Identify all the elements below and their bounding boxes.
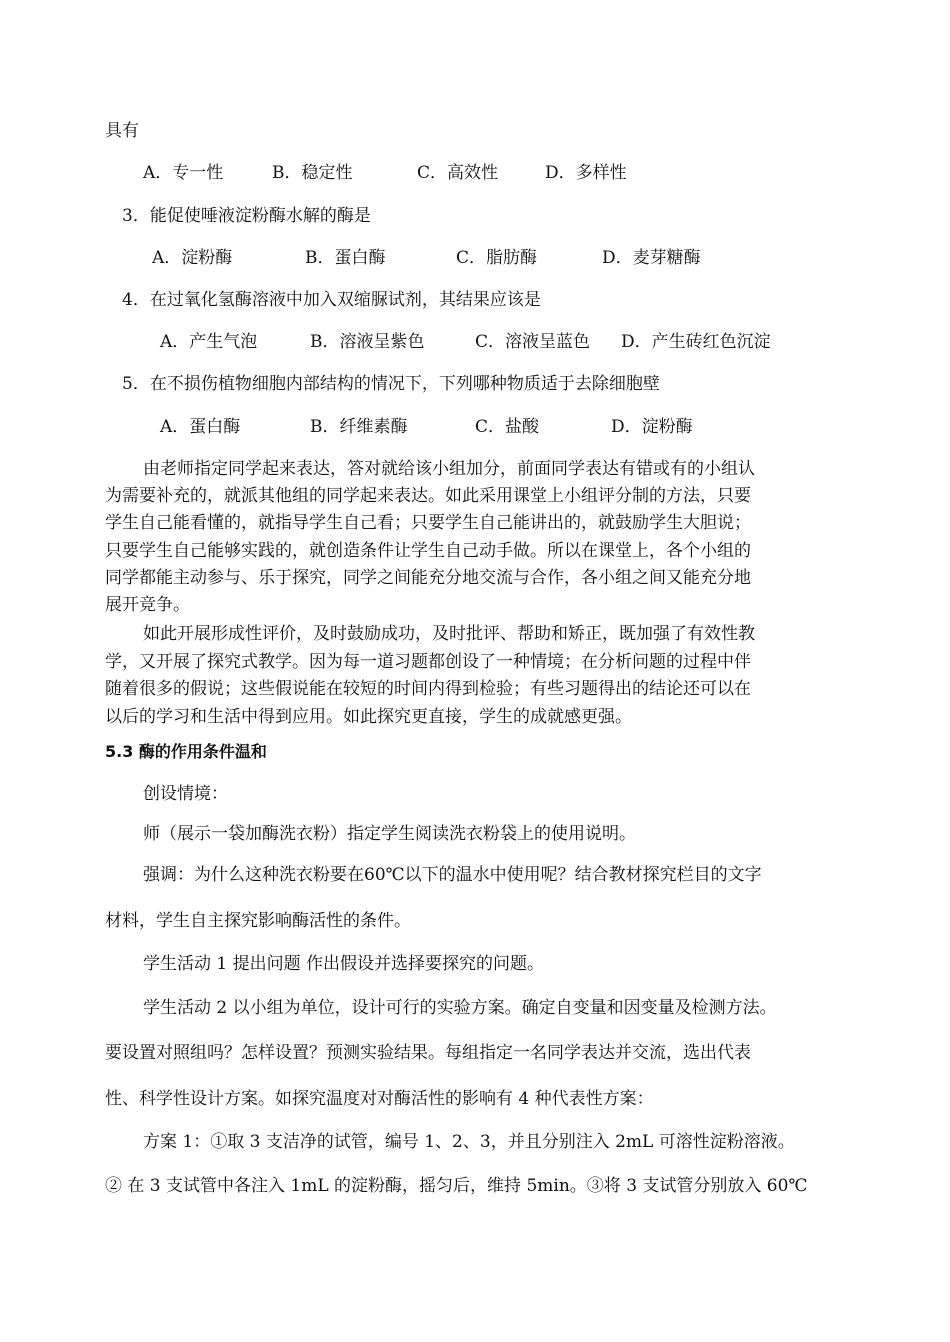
paragraph-line: 只要学生自己能够实践的，就创造条件让学生自己动手做。所以在课堂上，各个小组的 [105, 541, 751, 561]
q3-option-b: B．蛋白酶 [305, 248, 386, 268]
paragraph-line: 材料，学生自主探究影响酶活性的条件。 [105, 911, 411, 931]
paragraph-line: 学生活动 2 以小组为单位，设计可行的实验方案。确定自变量和因变量及检测方法。 [143, 998, 777, 1018]
paragraph-line: 为需要补充的，就派其他组的同学起来表达。如此采用课堂上小组评分制的方法，只要 [105, 486, 751, 506]
paragraph-line: 以后的学习和生活中得到应用。如此探究更直接，学生的成就感更强。 [105, 707, 632, 727]
q3-option-a: A．淀粉酶 [152, 248, 233, 268]
paragraph-line: 随着很多的假说；这些假说能在较短的时间内得到检验；有些习题得出的结论还可以在 [105, 679, 751, 699]
q4-option-b: B．溶液呈紫色 [310, 332, 425, 352]
q4-option-a: A．产生气泡 [160, 332, 258, 352]
q4-stem: 4．在过氧化氢酶溶液中加入双缩脲试剂，其结果应该是 [122, 290, 541, 310]
q5-option-b: B．纤维素酶 [310, 417, 408, 437]
paragraph-line: 学，又开展了探究式教学。因为每一道习题都创设了一种情境；在分析问题的过程中伴 [105, 652, 751, 672]
paragraph-line: 强调：为什么这种洗衣粉要在60℃以下的温水中使用呢？结合教材探究栏目的文字 [143, 865, 762, 885]
paragraph-line: 学生活动 1 提出问题 作出假设并选择要探究的问题。 [143, 954, 545, 974]
q2-option-d: D．多样性 [545, 163, 627, 183]
paragraph-line: 要设置对照组吗？怎样设置？预测实验结果。每组指定一名同学表达并交流，选出代表 [105, 1043, 751, 1063]
section-heading: 5.3 酶的作用条件温和 [105, 742, 267, 761]
q5-stem: 5．在不损伤植物细胞内部结构的情况下，下列哪种物质适于去除细胞壁 [122, 374, 660, 394]
q2-option-a: A．专一性 [143, 163, 224, 183]
paragraph-line: 师（展示一袋加酶洗衣粉）指定学生阅读洗衣粉袋上的使用说明。 [143, 824, 636, 844]
q5-option-c: C．盐酸 [475, 417, 540, 437]
q2-option-c: C．高效性 [417, 163, 499, 183]
q3-option-c: C．脂肪酶 [456, 248, 538, 268]
paragraph-line: 如此开展形成性评价，及时鼓励成功，及时批评、帮助和矫正，既加强了有效性教 [143, 624, 755, 644]
q2-option-b: B．稳定性 [272, 163, 353, 183]
paragraph-line: 展开竞争。 [105, 595, 190, 615]
q5-option-d: D．淀粉酶 [611, 417, 693, 437]
paragraph-line: 创设情境： [143, 784, 228, 804]
q3-option-d: D．麦芽糖酶 [602, 248, 701, 268]
paragraph-line: 方案 1：①取 3 支洁净的试管，编号 1、2、3，并且分别注入 2mL 可溶性淀粉溶液。 [143, 1132, 795, 1152]
paragraph-line: ② 在 3 支试管中各注入 1mL 的淀粉酶，摇匀后，维持 5min。③将 3 支试管分别放入 60℃ [105, 1176, 808, 1196]
q3-stem: 3．能促使唾液淀粉酶水解的酶是 [122, 206, 371, 226]
q4-option-d: D．产生砖红色沉淀 [621, 332, 771, 352]
q5-option-a: A．蛋白酶 [160, 417, 241, 437]
paragraph-line: 性、科学性设计方案。如探究温度对对酶活性的影响有 4 种代表性方案： [105, 1089, 654, 1109]
q2-stem-tail: 具有 [105, 121, 139, 141]
paragraph-line: 同学都能主动参与、乐于探究，同学之间能充分地交流与合作，各小组之间又能充分地 [105, 568, 751, 588]
paragraph-line: 学生自己能看懂的，就指导学生自己看；只要学生自己能讲出的，就鼓励学生大胆说； [105, 513, 751, 533]
q4-option-c: C．溶液呈蓝色 [475, 332, 591, 352]
paragraph-line: 由老师指定同学起来表达，答对就给该小组加分，前面同学表达有错或有的小组认 [143, 459, 755, 479]
